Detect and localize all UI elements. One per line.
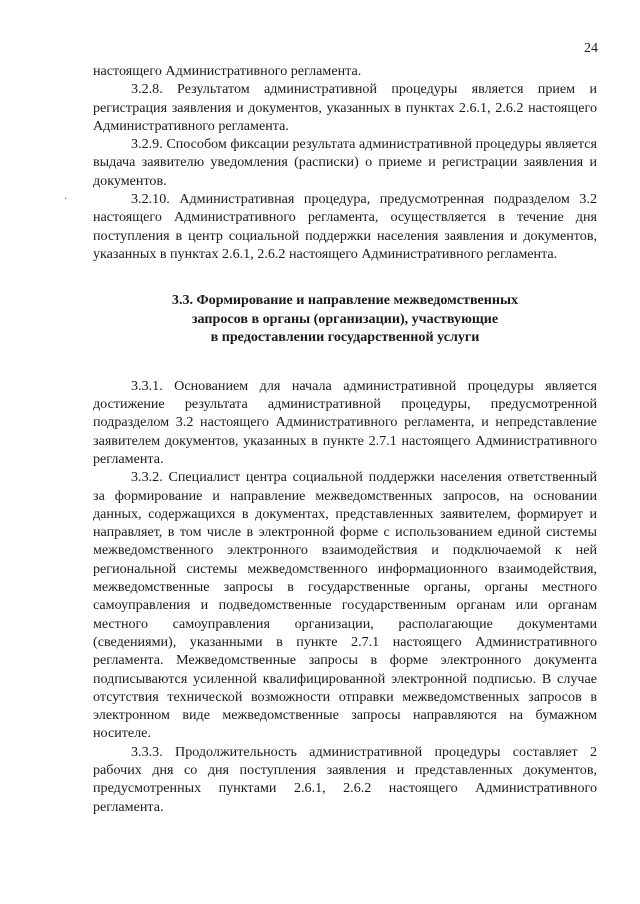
paragraph: 3.2.8. Результатом административной процедуры является прием и регистрация заявления и документов, указанных в пунктах 2.6.1, 2.6.2 настоящего Административного регламента. <box>93 81 597 134</box>
paragraph: 3.2.10. Административная процедура, предусмотренная подразделом 3.2 настоящего Административного регламента, осуществляется в течение дня поступления в центр социальной поддержки населения заявления и документов, указанных в пунктах 2.6.1, 2.6.2 настоящего Административного регламента. <box>93 191 597 262</box>
heading-line: 3.3. Формирование и направление межведомственных <box>171 292 519 309</box>
document-body <box>93 62 597 816</box>
paragraph: 3.2.9. Способом фиксации результата административной процедуры является выдача заявителю уведомления (расписки) о приеме и регистрации заявления и документов. <box>93 136 597 189</box>
section-3-3-text <box>93 377 597 816</box>
paragraph: настоящего Административного регламента. <box>93 63 362 79</box>
section-3-2-text <box>93 62 597 263</box>
paragraph: 3.3.3. Продолжительность административной процедуры составляет 2 рабочих дня со дня поступления заявления и представленных документов, предусмотренных пунктами 2.6.1, 2.6.2 настоящего Административного регламента. <box>93 743 597 815</box>
page-number: 24 <box>584 41 598 56</box>
section-heading-3-3 <box>93 291 597 347</box>
heading-line: запросов в органы (организации), участвующие <box>191 310 499 327</box>
scan-mark: · <box>64 194 68 205</box>
heading-line: в предоставлении государственной услуги <box>210 329 480 346</box>
paragraph: 3.3.2. Специалист центра социальной поддержки населения ответственный за формирование и направление межведомственных запросов, на основании данных, содержащихся в документах, представленных заявителем, формирует и направляет, в том числе в электронной форме с использованием единой системы межведомственного электронного взаимодействия и подключаемой к ней региональной системы межведомственного информационного взаимодействия, межведомственные запросы в государственные органы, органы местного самоуправления и подведомственные государственным органам или органам местного самоуправления организации, располагающие документами (сведениями), указанными в пункте 2.7.1 настоящего Административного регламента. Межведомственные запросы в форме электронного документа подписываются усиленной квалифицированной электронной подписью. В случае отсутствия технической возможности отправки межведомственных запросов в электронном виде межведомственные запросы направляются на бумажном носителе. <box>93 469 597 742</box>
paragraph: 3.3.1. Основанием для начала административной процедуры является достижение результата административной процедуры, предусмотренной подразделом 3.2 настоящего Административного регламента, и непредставление заявителем документов, указанных в пункте 2.7.1 настоящего Административного регламента. <box>93 377 597 467</box>
